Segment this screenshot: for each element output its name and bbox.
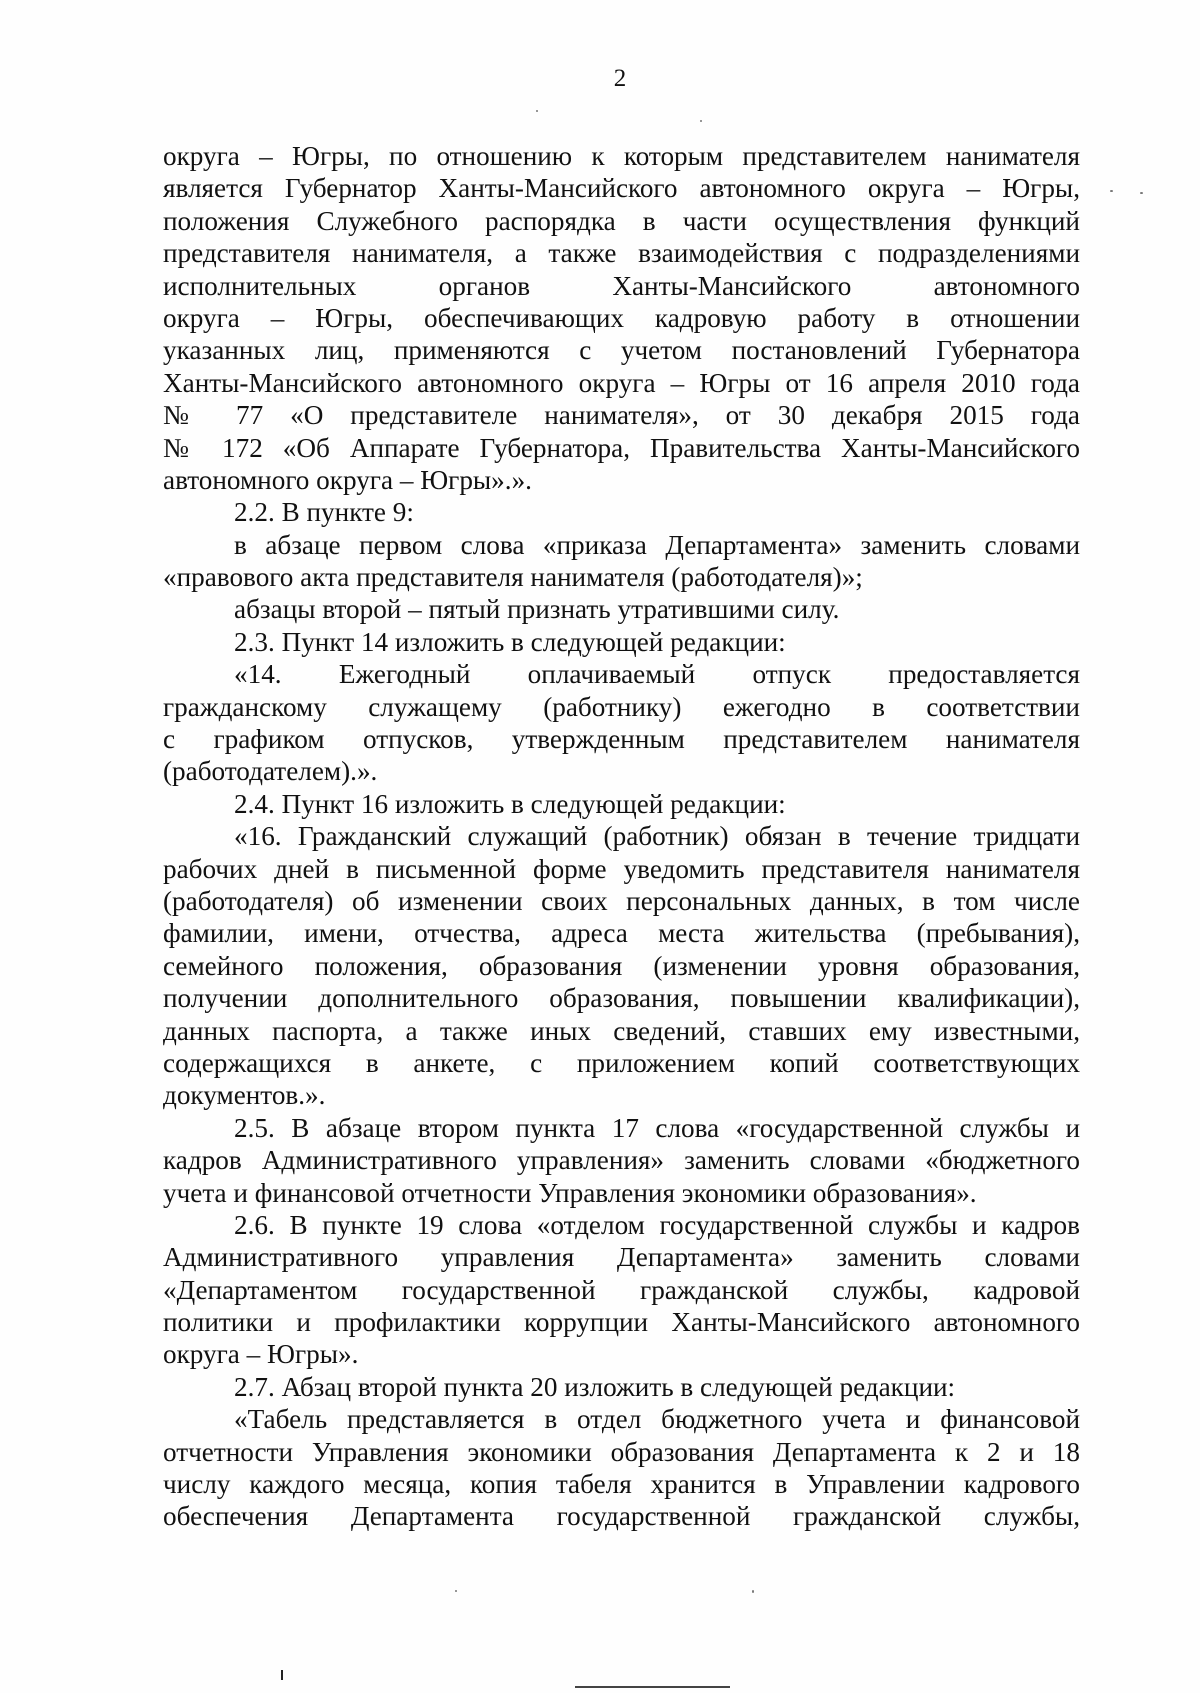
text-line: округа – Югры».: [163, 1339, 359, 1370]
text-line: № 77 «О представителе нанимателя», от 30 декабря 2015 года: [163, 400, 1080, 431]
text-line: «14. Ежегодный оплачиваемый отпуск предоставляется: [234, 659, 1080, 690]
text-line: содержащихся в анкете, с приложением копий соответствующих: [163, 1047, 1080, 1078]
text-line: № 172 «Об Аппарате Губернатора, Правительства Ханты-Мансийского: [163, 432, 1080, 463]
section-heading-2-5: 2.5. В абзаце втором пункта 17 слова «государственной службы и: [234, 1112, 1080, 1143]
text-line: фамилии, имени, отчества, адреса места жительства (пребывания),: [163, 918, 1080, 949]
scan-speck: [1110, 190, 1113, 192]
text-line: документов.».: [163, 1080, 326, 1111]
text-line: получении дополнительного образования, повышении квалификации),: [163, 983, 1080, 1014]
text-line: является Губернатор Ханты-Мансийского автономного округа – Югры,: [163, 173, 1080, 204]
text-line: отчетности Управления экономики образования Департамента к 2 и 18: [163, 1436, 1080, 1467]
text-line: семейного положения, образования (изменении уровня образования,: [163, 950, 1080, 981]
text-line: (работодателя) об изменении своих персональных данных, в том числе: [163, 885, 1080, 916]
text-line: рабочих дней в письменной форме уведомить представителя нанимателя: [163, 853, 1080, 884]
page-number: 2: [613, 65, 627, 92]
section-heading-2-4: 2.4. Пункт 16 изложить в следующей редакции:: [234, 788, 786, 819]
text-line: (работодателем).».: [163, 756, 378, 787]
scan-speck: [536, 110, 538, 112]
document-body: [163, 140, 1080, 1533]
scan-speck: [1140, 192, 1143, 194]
text-line: указанных лиц, применяются с учетом постановлений Губернатора: [163, 335, 1080, 366]
text-line: «правового акта представителя нанимателя (работодателя)»;: [163, 562, 863, 593]
scan-mark: [281, 1670, 283, 1680]
scan-speck: [700, 120, 702, 122]
section-heading-2-2: 2.2. В пункте 9:: [234, 497, 414, 528]
text-line: «Табель представляется в отдел бюджетного учета и финансовой: [234, 1404, 1080, 1435]
scan-rule: [575, 1686, 730, 1688]
scan-speck: [455, 1590, 457, 1592]
text-line: округа – Югры, обеспечивающих кадровую работу в отношении: [163, 302, 1080, 333]
scan-speck: [752, 1590, 754, 1593]
text-line: исполнительных органов Ханты-Мансийского автономного: [163, 270, 1080, 301]
text-line: данных паспорта, а также иных сведений, ставших ему известными,: [163, 1015, 1080, 1046]
text-line: с графиком отпусков, утвержденным представителем нанимателя: [163, 724, 1080, 755]
text-line: автономного округа – Югры».».: [163, 464, 532, 495]
text-line: Ханты-Мансийского автономного округа – Югры от 16 апреля 2010 года: [163, 367, 1080, 398]
text-line: «Департаментом государственной гражданской службы, кадровой: [163, 1274, 1080, 1305]
text-line: обеспечения Департамента государственной гражданской службы,: [163, 1501, 1080, 1532]
text-line: «16. Гражданский служащий (работник) обязан в течение тридцати: [234, 821, 1080, 852]
section-heading-2-3: 2.3. Пункт 14 изложить в следующей редакции:: [234, 626, 786, 657]
text-line: округа – Югры, по отношению к которым представителем нанимателя: [163, 141, 1080, 171]
text-line: учета и финансовой отчетности Управления экономики образования».: [163, 1177, 977, 1208]
text-line: абзацы второй – пятый признать утратившими силу.: [234, 594, 840, 625]
text-line: представителя нанимателя, а также взаимодействия с подразделениями: [163, 238, 1080, 269]
section-heading-2-6: 2.6. В пункте 19 слова «отделом государственной службы и кадров: [234, 1209, 1080, 1240]
text-line: в абзаце первом слова «приказа Департамента» заменить словами: [234, 529, 1080, 560]
text-line: числу каждого месяца, копия табеля хранится в Управлении кадрового: [163, 1469, 1080, 1500]
text-line: политики и профилактики коррупции Ханты-Мансийского автономного: [163, 1307, 1080, 1338]
text-line: положения Служебного распорядка в части осуществления функций: [163, 205, 1080, 236]
text-line: Административного управления Департамента» заменить словами: [163, 1242, 1080, 1273]
text-line: кадров Административного управления» заменить словами «бюджетного: [163, 1145, 1080, 1176]
text-line: гражданскому служащему (работнику) ежегодно в соответствии: [163, 691, 1080, 722]
section-heading-2-7: 2.7. Абзац второй пункта 20 изложить в следующей редакции:: [234, 1371, 956, 1402]
